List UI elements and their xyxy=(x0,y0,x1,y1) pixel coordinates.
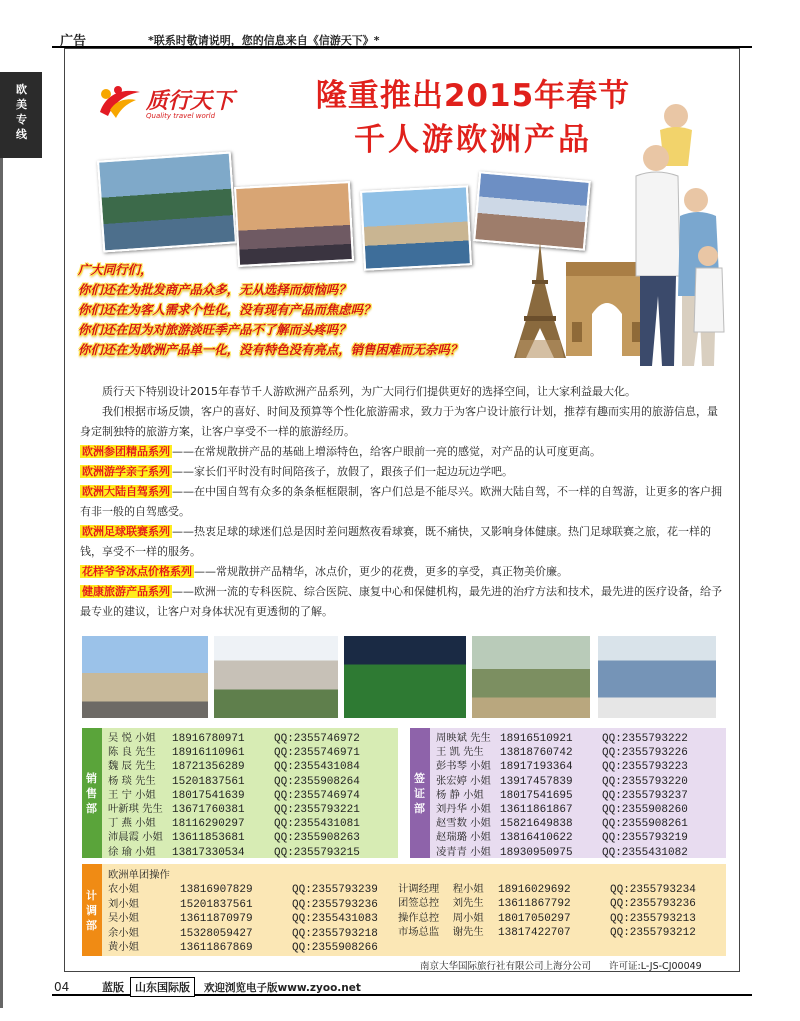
page-header xyxy=(52,28,752,48)
contact-row xyxy=(108,774,360,788)
series-item xyxy=(80,482,726,522)
contact-row xyxy=(108,731,360,745)
license-number: 许可证:L-JS-CJ00049 xyxy=(609,961,702,972)
contact-phone[interactable]: 18930950975 xyxy=(500,846,573,859)
series-desc: ——常规散拼产品精华，冰点价，更少的花费，更多的享受，真正物美价廉。 xyxy=(194,565,568,578)
sales-tab xyxy=(82,728,102,858)
page-number: 04 xyxy=(54,980,70,994)
contact-qq[interactable]: QQ:2355908260 xyxy=(602,803,688,816)
contact-qq[interactable]: QQ:2355793234 xyxy=(610,884,696,896)
company-info xyxy=(420,958,740,972)
contact-name: 沛晨霞 小姐 xyxy=(108,831,163,844)
contact-qq[interactable]: QQ:2355431084 xyxy=(274,761,360,774)
contact-name: 操作总控 周小姐 xyxy=(398,911,484,924)
contact-phone[interactable]: 13611867869 xyxy=(180,941,253,954)
edition-box: 山东国际版 xyxy=(130,977,195,997)
series-name: 欧洲参团精品系列 xyxy=(82,445,170,458)
contact-row xyxy=(108,897,378,911)
sales-label: 销售部 xyxy=(86,771,97,815)
contact-name: 魏 辰 先生 xyxy=(108,760,156,773)
contact-row xyxy=(436,816,688,830)
series-desc: ——热衷足球的球迷们总是因时差问题熬夜看球赛，既不痛快，又影响身体健康。热门足球联赛之旅，花一样的钱，享受不一样的服务。 xyxy=(80,525,711,558)
visa-tab xyxy=(410,728,430,858)
series-desc: ——欧洲一流的专科医院、综合医院、康复中心和保健机构，最先进的治疗方法和技术，最先进的医疗设备，给予最专业的建议，让客户对身体状况有更透彻的了解。 xyxy=(80,585,722,618)
edition-label: 蓝版 xyxy=(102,981,124,994)
headline-line1: 隆重推出2015年春节 xyxy=(315,78,631,114)
section-line xyxy=(0,158,3,1008)
contact-qq[interactable]: QQ:2355793213 xyxy=(610,912,696,925)
headline-line2: 千人游欧洲产品 xyxy=(354,122,592,158)
photo-football-stadium xyxy=(344,636,466,718)
contact-row xyxy=(108,845,360,859)
intro-paragraph: 质行天下特别设计2015年春节千人游欧洲产品系列，为广大同行们提供更好的选择空间，让大家利益最大化。 xyxy=(102,385,636,398)
contact-phone[interactable]: 18721356289 xyxy=(172,761,245,774)
contact-row xyxy=(108,759,360,773)
question-line: 你们还在为客人需求个性化，没有现有产品而焦虑吗？ xyxy=(78,302,376,317)
contact-qq[interactable]: QQ:2355793226 xyxy=(602,747,688,760)
contact-phone[interactable]: 18017541695 xyxy=(500,789,573,802)
contact-row xyxy=(398,911,696,925)
contact-name: 农小姐 xyxy=(108,883,139,896)
contact-row xyxy=(436,845,688,859)
contact-phone[interactable]: 15201837561 xyxy=(172,775,245,788)
contact-qq[interactable]: QQ:2355746974 xyxy=(274,789,360,802)
series-name: 花样爷爷冰点价格系列 xyxy=(82,565,192,578)
contact-name: 团签总控 刘先生 xyxy=(398,897,484,910)
brand-tagline: Quality travel world xyxy=(146,112,216,120)
contact-qq[interactable]: QQ:2355746972 xyxy=(274,733,360,745)
contact-phone[interactable]: 13611861867 xyxy=(500,803,573,816)
contact-phone[interactable]: 18916510921 xyxy=(500,733,573,745)
photo-vatican xyxy=(82,636,208,718)
contact-name: 王 凯 先生 xyxy=(436,746,484,759)
contact-row xyxy=(108,830,360,844)
contact-qq[interactable]: QQ:2355793222 xyxy=(602,733,688,745)
photo-venice xyxy=(360,185,472,271)
contact-row xyxy=(436,731,688,745)
contact-name: 吴小姐 xyxy=(108,912,139,925)
contact-name: 赵雪数 小姐 xyxy=(436,817,491,830)
series-item xyxy=(80,562,726,582)
contact-name: 王 宁 小姐 xyxy=(108,788,156,801)
visa-label: 签证部 xyxy=(414,771,425,815)
contact-phone[interactable]: 15328059427 xyxy=(180,927,253,940)
header-note: *联系时敬请说明，您的信息来自《信游天下》* xyxy=(148,34,380,47)
photo-hallstatt xyxy=(97,151,237,252)
photo-roadtrip xyxy=(214,636,338,718)
contact-name: 陈 良 先生 xyxy=(108,746,156,759)
contact-qq[interactable]: QQ:2355908263 xyxy=(274,832,360,845)
footer-website[interactable]: 欢迎浏览电子版www.zyoo.net xyxy=(204,982,361,994)
contact-name: 周映斌 先生 xyxy=(436,732,491,744)
coordination-department-panel xyxy=(82,864,726,956)
section-tab-label: 欧美专线 xyxy=(16,83,27,141)
contact-name: 吴 悦 小姐 xyxy=(108,732,156,744)
contact-qq[interactable]: QQ:2355793218 xyxy=(292,927,378,940)
contact-qq[interactable]: QQ:2355793212 xyxy=(610,927,696,940)
contact-row xyxy=(108,940,378,954)
photo-medical-team xyxy=(598,636,716,718)
contact-row xyxy=(436,788,688,802)
contact-qq[interactable]: QQ:2355908261 xyxy=(602,818,688,831)
contact-phone[interactable]: 13611853681 xyxy=(172,832,245,845)
contact-qq[interactable]: QQ:2355746971 xyxy=(274,747,360,760)
contact-row xyxy=(398,925,696,939)
contact-phone[interactable]: 13817330534 xyxy=(172,846,245,859)
contact-row xyxy=(108,816,360,830)
series-item xyxy=(80,462,726,482)
contact-row xyxy=(108,911,378,925)
visa-contact-list xyxy=(436,731,688,859)
contact-row xyxy=(436,802,688,816)
contact-phone[interactable]: 18916780971 xyxy=(172,733,245,745)
contact-qq[interactable]: QQ:2355793236 xyxy=(292,898,378,911)
contact-qq[interactable]: QQ:2355908264 xyxy=(274,775,360,788)
contact-name: 黄小姐 xyxy=(108,940,139,953)
contact-row xyxy=(436,745,688,759)
coordination-label: 计调部 xyxy=(86,888,97,932)
family-illustration xyxy=(616,96,736,370)
contact-phone[interactable]: 13816907829 xyxy=(180,884,253,897)
contact-qq[interactable]: QQ:2355908266 xyxy=(292,941,378,954)
contact-name: 刘小姐 xyxy=(108,897,139,910)
sales-department-panel xyxy=(82,728,398,858)
contact-row xyxy=(108,882,378,896)
photo-london-bridge xyxy=(234,181,354,267)
series-name: 欧洲大陆自驾系列 xyxy=(82,485,170,498)
contact-qq[interactable]: QQ:2355793239 xyxy=(292,884,378,897)
contact-name: 徐 瑜 小姐 xyxy=(108,845,156,858)
series-name: 欧洲足球联赛系列 xyxy=(82,525,170,538)
section-tab xyxy=(0,72,42,158)
contact-row xyxy=(108,802,360,816)
visa-department-panel xyxy=(410,728,726,858)
brand-logo xyxy=(96,82,256,122)
contact-phone[interactable]: 13611867792 xyxy=(498,898,571,911)
contact-name: 杨 静 小姐 xyxy=(436,788,484,801)
contact-qq[interactable]: QQ:2355793236 xyxy=(610,898,696,911)
contact-name: 丁 燕 小姐 xyxy=(108,817,156,830)
contact-phone[interactable]: 18916110961 xyxy=(172,747,245,760)
contact-name: 市场总监 谢先生 xyxy=(398,926,484,939)
contact-phone[interactable]: 18017541639 xyxy=(172,789,245,802)
contact-phone[interactable]: 13611870979 xyxy=(180,913,253,926)
coordination-contact-list xyxy=(108,868,378,954)
coordination-tab xyxy=(82,864,102,956)
contact-row xyxy=(436,774,688,788)
contact-phone[interactable]: 18917193364 xyxy=(500,761,573,774)
contact-row xyxy=(108,926,378,940)
contact-qq[interactable]: QQ:2355793220 xyxy=(602,775,688,788)
contact-name: 彭书琴 小姐 xyxy=(436,760,491,773)
photo-hiking xyxy=(472,636,590,718)
contact-row xyxy=(398,882,696,896)
contact-qq[interactable]: QQ:2355793237 xyxy=(602,789,688,802)
question-line: 广大同行们， xyxy=(78,262,153,277)
contact-phone[interactable]: 13917457839 xyxy=(500,775,573,788)
contact-row xyxy=(436,830,688,844)
contact-name: 张宏婷 小姐 xyxy=(436,774,491,787)
series-name: 欧洲游学亲子系列 xyxy=(82,465,170,478)
series-item xyxy=(80,582,726,622)
brand-name: 质行天下 xyxy=(146,89,235,114)
contact-qq[interactable]: QQ:2355793219 xyxy=(602,832,688,845)
contact-phone[interactable]: 13818760742 xyxy=(500,747,573,760)
series-item xyxy=(80,442,726,462)
series-desc: ——家长们平时没有时间陪孩子，放假了，跟孩子们一起边玩边学吧。 xyxy=(172,465,513,478)
question-block xyxy=(78,260,558,360)
manager-contact-list xyxy=(398,882,696,940)
ad-tag: 广告 xyxy=(60,34,87,49)
contact-name: 叶新琪 先生 xyxy=(108,802,163,815)
company-name: 南京大华国际旅行社有限公司上海分公司 xyxy=(420,961,592,972)
group-title: 欧洲单团操作 xyxy=(108,869,170,881)
contact-phone[interactable]: 13671760381 xyxy=(172,803,245,816)
series-desc: ——在常规散拼产品的基础上增添特色，给客户眼前一亮的感觉，对产品的认可度更高。 xyxy=(172,445,601,458)
contact-qq[interactable]: QQ:2355793221 xyxy=(274,803,360,816)
series-item xyxy=(80,522,726,562)
intro-paragraph: 我们根据市场反馈，客户的喜好、时间及预算等个性化旅游需求，致力于为客户设计旅行计划，推荐有趣而实用的旅游信息，量身定制独特的旅游方案，让客户享受不一样的旅游经历。 xyxy=(80,405,718,438)
question-line: 你们还在为批发商产品众多，无从选择而烦恼吗？ xyxy=(78,282,351,297)
contact-phone[interactable]: 18916029692 xyxy=(498,884,571,896)
contact-name: 赵瑞璐 小姐 xyxy=(436,831,491,844)
contact-phone[interactable]: 15821649838 xyxy=(500,818,573,831)
photo-coastline xyxy=(473,171,591,250)
contact-name: 凌青青 小姐 xyxy=(436,845,491,858)
contact-qq[interactable]: QQ:2355431082 xyxy=(602,846,688,859)
contact-qq[interactable]: QQ:2355431081 xyxy=(274,818,360,831)
contact-name: 余小姐 xyxy=(108,926,139,939)
contact-row xyxy=(108,745,360,759)
contact-qq[interactable]: QQ:2355431083 xyxy=(292,913,378,926)
sales-contact-list xyxy=(108,731,360,859)
body-text xyxy=(80,382,726,622)
contact-name: 杨 琰 先生 xyxy=(108,774,156,787)
contact-name: 刘丹华 小姐 xyxy=(436,802,491,815)
contact-row xyxy=(108,788,360,802)
contact-row xyxy=(436,759,688,773)
question-line: 你们还在为欧洲产品单一化，没有特色没有亮点，销售困难而无奈吗？ xyxy=(78,342,463,357)
series-desc: ——在中国自驾有众多的条条框框限制，客户们总是不能尽兴。欧洲大陆自驾，不一样的自驾游，让更多的客户拥有非一般的自驾感受。 xyxy=(80,485,722,518)
contact-name: 计调经理 程小姐 xyxy=(398,883,484,895)
contact-phone[interactable]: 13817422707 xyxy=(498,927,571,940)
contact-phone[interactable]: 13816410622 xyxy=(500,832,573,845)
contact-phone[interactable]: 18017050297 xyxy=(498,912,571,925)
contact-phone[interactable]: 18116290297 xyxy=(172,818,245,831)
question-line: 你们还在因为对旅游淡旺季产品不了解而头疼吗？ xyxy=(78,322,351,337)
contact-row xyxy=(398,896,696,910)
contact-qq[interactable]: QQ:2355793215 xyxy=(274,846,360,859)
contact-phone[interactable]: 15201837561 xyxy=(180,898,253,911)
series-name: 健康旅游产品系列 xyxy=(82,585,170,598)
brand-swirl-icon xyxy=(96,82,144,122)
contact-qq[interactable]: QQ:2355793223 xyxy=(602,761,688,774)
